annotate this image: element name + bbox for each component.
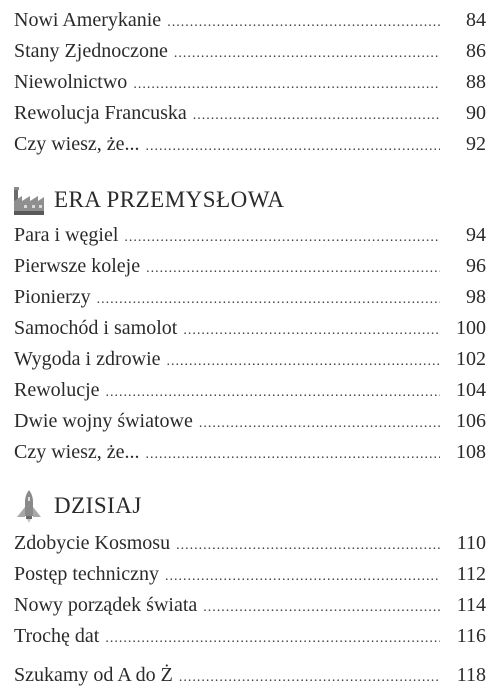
toc-entry: [14, 68, 486, 96]
toc-entry-page: 104: [456, 379, 486, 401]
toc-entry-title: Czy wiesz, że...: [14, 133, 140, 155]
toc-entry-page: 110: [456, 532, 486, 554]
dot-leader: [179, 664, 440, 692]
dot-leader: [174, 40, 440, 68]
toc-entry-page: 84: [466, 9, 486, 31]
toc-entry-title: Nowy porządek świata: [14, 594, 198, 616]
toc-entry-page: 92: [466, 133, 486, 155]
dot-leader: [167, 348, 440, 376]
toc-entry-title: Rewolucje: [14, 379, 100, 401]
toc-entry: [14, 529, 486, 557]
dot-leader: [193, 102, 440, 130]
section-title: ERA PRZEMYSŁOWA: [54, 187, 285, 212]
toc-entry-page: 94: [466, 224, 486, 246]
toc-entry-page: 98: [466, 286, 486, 308]
toc-entry: [14, 283, 486, 311]
dot-leader: [203, 594, 440, 622]
toc-entry-title: Para i węgiel: [14, 224, 119, 246]
dot-leader: [146, 255, 440, 283]
toc-entry-page: 90: [466, 102, 486, 124]
section-heading: [12, 180, 285, 220]
toc-entry-page: 86: [466, 40, 486, 62]
toc-entry: [14, 6, 486, 34]
dot-leader: [97, 286, 440, 314]
space-shuttle-icon: [12, 489, 46, 523]
toc-entry-title: Postęp techniczny: [14, 563, 159, 585]
dot-leader: [106, 379, 440, 407]
toc-entry: [14, 622, 486, 650]
toc-entry-page: 102: [456, 348, 486, 370]
toc-entry-title: Zdobycie Kosmosu: [14, 532, 171, 554]
toc-entry-title: Szukamy od A do Ż: [14, 664, 173, 686]
toc-entry: [14, 252, 486, 280]
toc-entry-page: 100: [456, 317, 486, 339]
toc-entry-title: Nowi Amerykanie: [14, 9, 162, 31]
toc-entry: [14, 130, 486, 158]
toc-entry: [14, 438, 486, 466]
toc-entry: [14, 37, 486, 65]
toc-entry-title: Trochę dat: [14, 625, 100, 647]
dot-leader: [133, 71, 440, 99]
toc-entry-page: 116: [456, 625, 486, 647]
dot-leader: [105, 625, 440, 653]
dot-leader: [176, 532, 440, 560]
toc-entry-title: Dwie wojny światowe: [14, 410, 193, 432]
toc-entry: [14, 314, 486, 342]
toc-entry-page: 112: [456, 563, 486, 585]
toc-entry-page: 88: [466, 71, 486, 93]
toc-entry-page: 106: [456, 410, 486, 432]
toc-entry-title: Niewolnictwo: [14, 71, 128, 93]
toc-entry-page: 96: [466, 255, 486, 277]
factory-icon: [12, 183, 46, 217]
toc-entry-page: 114: [456, 594, 486, 616]
toc-entry-title: Rewolucja Francuska: [14, 102, 187, 124]
section-title: DZISIAJ: [54, 493, 142, 518]
toc-entry: [14, 407, 486, 435]
toc-entry-page: 118: [456, 664, 486, 686]
dot-leader: [146, 133, 440, 161]
toc-entry-title: Pierwsze koleje: [14, 255, 141, 277]
toc-entry: [14, 376, 486, 404]
dot-leader: [146, 441, 440, 469]
toc-entry-title: Wygoda i zdrowie: [14, 348, 161, 370]
toc-entry-title: Pionierzy: [14, 286, 91, 308]
toc-entry: [14, 591, 486, 619]
dot-leader: [124, 224, 440, 252]
toc-entry-title: Samochód i samolot: [14, 317, 178, 339]
toc-entry-title: Stany Zjednoczone: [14, 40, 168, 62]
dot-leader: [167, 9, 440, 37]
dot-leader: [165, 563, 440, 591]
section-heading: [12, 486, 142, 526]
toc-entry: [14, 560, 486, 588]
toc-entry: [14, 661, 486, 689]
toc-entry: [14, 99, 486, 127]
toc-entry: [14, 221, 486, 249]
toc-entry: [14, 345, 486, 373]
toc-entry-title: Czy wiesz, że...: [14, 441, 140, 463]
toc-entry-page: 108: [456, 441, 486, 463]
dot-leader: [199, 410, 440, 438]
dot-leader: [183, 317, 440, 345]
